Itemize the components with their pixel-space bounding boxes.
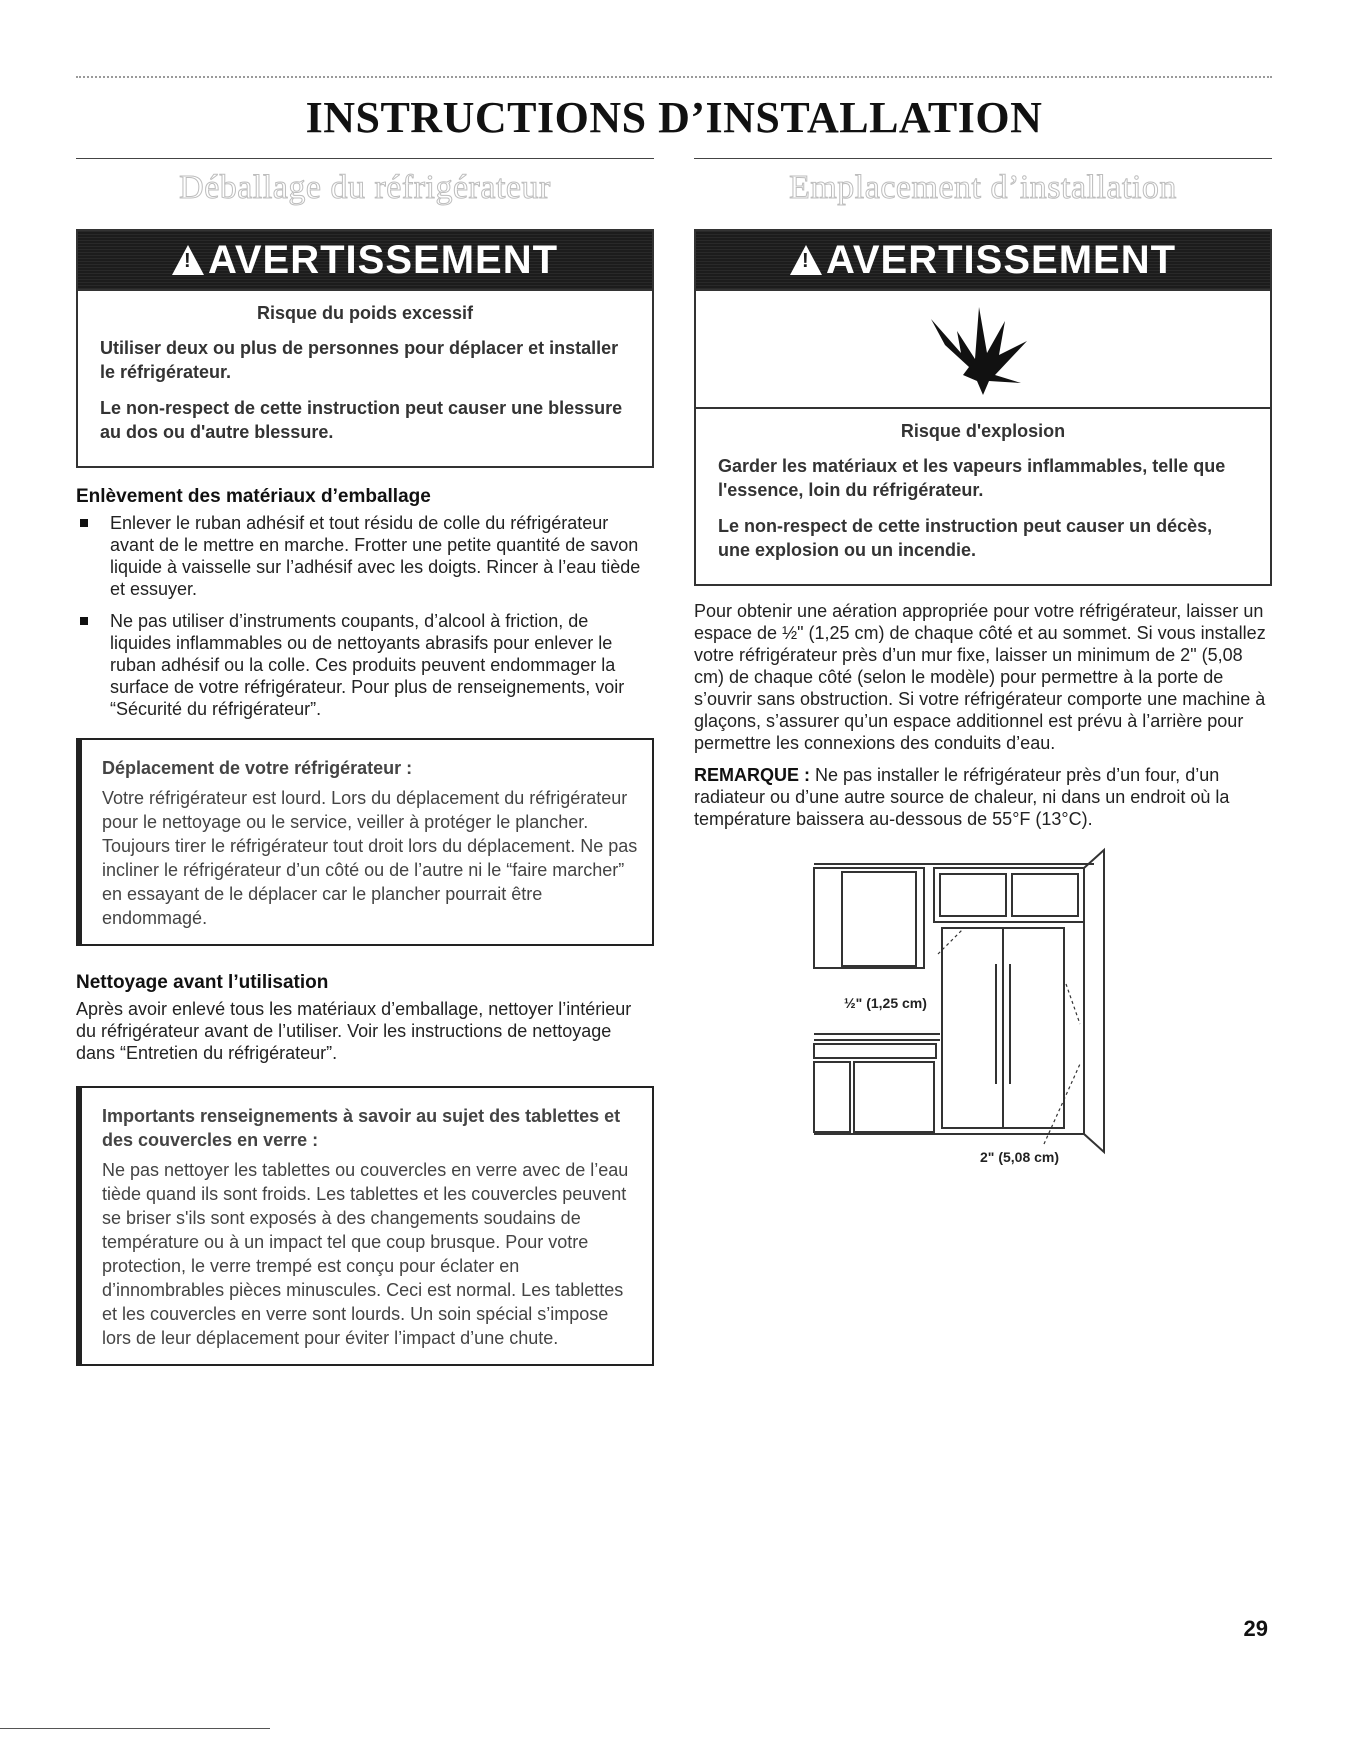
bullet-list	[76, 512, 654, 720]
warning-triangle-icon	[172, 245, 204, 275]
warning-text: Le non-respect de cette instruction peut causer un décès, une explosion ou un incendie.	[718, 516, 1213, 560]
remark-label: REMARQUE :	[694, 765, 810, 785]
section-rule	[76, 158, 654, 159]
info-box-text: Votre réfrigérateur est lourd. Lors du déplacement du réfrigérateur pour le nettoyage ou le service, veiller à protéger le plancher. Toujours tirer le réfrigérateur tout droit lors du déplacement. Ne pas incliner le réfrigérateur d’un côté ou de l’autre ni le “faire marcher” en essayant de le déplacer car le plancher pourrait être endommagé.	[102, 788, 638, 928]
section-rule	[694, 158, 1272, 159]
warning-banner-text: AVERTISSEMENT	[825, 237, 1177, 282]
warning-subtitle: Risque du poids excessif	[256, 303, 474, 323]
warning-subtitle: Risque d'explosion	[900, 421, 1066, 441]
heading-cleaning: Nettoyage avant l’utilisation	[76, 972, 329, 993]
section-title-location: Emplacement d’installation	[789, 169, 1177, 206]
info-box-title: Déplacement de votre réfrigérateur :	[102, 758, 413, 778]
info-box-title: Importants renseignements à savoir au sujet des tablettes et des couvercles en verre :	[102, 1106, 621, 1150]
warning-box-explosion	[694, 229, 1272, 586]
remark-paragraph	[694, 764, 1272, 830]
info-box-glass	[76, 1086, 654, 1366]
warning-text: Utiliser deux ou plus de personnes pour déplacer et installer le réfrigérateur.	[100, 338, 619, 382]
clearance-label-two: 2" (5,08 cm)	[980, 1149, 1060, 1165]
bottom-rule	[0, 1728, 270, 1729]
warning-box-weight	[76, 229, 654, 468]
info-box-text: Ne pas nettoyer les tablettes ou couvercles en verre avec de l’eau tiède quand ils sont froids. Les tablettes et les couvercles peuvent se briser s'ils sont exposés à des changements soudains de température ou à un impact tel que coup brusque. Pour votre protection, le verre trempé est conçu pour éclater en d’innombrables pièces minuscules. Ceci est normal. Les tablettes et les couvercles en verre sont lourds. Un soin spécial s’impose lors de leur déplacement pour éviter l’impact d’une chute.	[102, 1160, 629, 1348]
page-number: 29	[1243, 1616, 1268, 1641]
section-title-unpacking: Déballage du réfrigérateur	[179, 169, 551, 206]
info-box-moving	[76, 738, 654, 946]
top-dotted-rule	[76, 76, 1272, 78]
warning-text: Garder les matériaux et les vapeurs inflammables, telle que l'essence, loin du réfrigérateur.	[718, 456, 1226, 500]
page-title: INSTRUCTIONS D’INSTALLATION	[305, 93, 1043, 142]
warning-text: Le non-respect de cette instruction peut causer une blessure au dos ou d'autre blessure.	[100, 398, 623, 442]
warning-banner	[78, 231, 652, 289]
warning-triangle-icon	[790, 245, 822, 275]
warning-banner	[696, 231, 1270, 289]
remark-text: Ne pas installer le réfrigérateur près d’un four, d’un radiateur ou d’une autre source de chaleur, ni dans un endroit où la température baissera au-dessous de 55°F (13°C).	[694, 765, 1230, 829]
heading-packaging-removal: Enlèvement des matériaux d’emballage	[76, 486, 431, 507]
ventilation-text: Pour obtenir une aération appropriée pour votre réfrigérateur, laisser un espace de ½" (1,25 cm) de chaque côté et au sommet. Si vous installez votre réfrigérateur près d’un mur fixe, laisser un minimum de 2" (5,08 cm) de chaque côté (selon le modèle) pour permettre à la porte de s’ouvrir sans obstruction. Si votre réfrigérateur comporte une machine à glaçons, s’assurer qu’un espace additionnel est prévu à l’arrière pour permettre les connexions des conduits d’eau.	[694, 601, 1266, 753]
warning-body	[78, 289, 652, 466]
list-item: Ne pas utiliser d’instruments coupants, d’alcool à friction, de liquides inflammables ou de nettoyants abrasifs pour enlever le ruban adhésif ou la colle. Ces produits peuvent endommager la surface de votre réfrigérateur. Pour plus de renseignements, voir “Sécurité du réfrigérateur”.	[76, 610, 654, 720]
warning-banner-text: AVERTISSEMENT	[207, 237, 559, 282]
clearance-label-half: ½" (1,25 cm)	[844, 995, 927, 1011]
list-item: Enlever le ruban adhésif et tout résidu de colle du réfrigérateur avant de le mettre en marche. Frotter une petite quantité de savon liquide à vaisselle sur l’adhésif avec les doigts. Rincer à l’eau tiède et essuyer.	[76, 512, 654, 600]
fire-explosion-icon	[696, 289, 1270, 407]
warning-body	[696, 407, 1270, 584]
right-column	[694, 158, 1272, 1179]
left-column	[76, 158, 654, 1366]
installation-clearance-diagram	[754, 844, 1272, 1179]
cleaning-text: Après avoir enlevé tous les matériaux d’emballage, nettoyer l’intérieur du réfrigérateur avant de l’utiliser. Voir les instructions de nettoyage dans “Entretien du réfrigérateur”.	[76, 999, 632, 1063]
